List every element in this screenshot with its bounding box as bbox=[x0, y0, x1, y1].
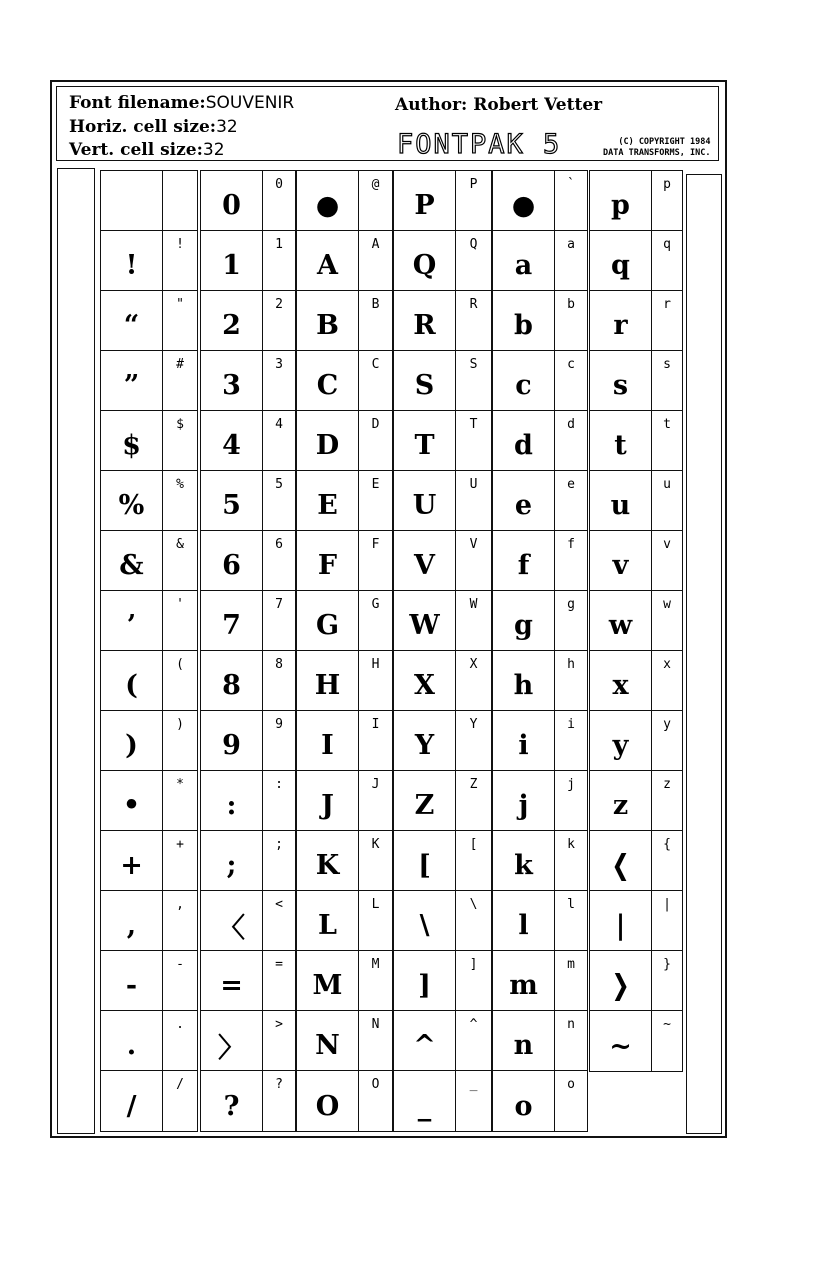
ascii-label: ) bbox=[163, 711, 197, 771]
ascii-label: P bbox=[456, 171, 491, 231]
vert-cell-value: 32 bbox=[202, 140, 225, 160]
ascii-label: 6 bbox=[263, 531, 295, 591]
glyph-cell: 8 bbox=[201, 651, 263, 711]
glyph-cell: G bbox=[297, 591, 359, 651]
ascii-label: ? bbox=[275, 1077, 283, 1092]
ascii-label: g bbox=[555, 591, 587, 651]
ascii-label: ` bbox=[555, 171, 587, 231]
ascii-label: @ bbox=[359, 171, 392, 231]
right-margin-bar bbox=[686, 174, 722, 1134]
ascii-label: < bbox=[263, 891, 295, 951]
glyph-cell: f bbox=[493, 531, 555, 591]
glyph-cell: s bbox=[590, 351, 652, 411]
ascii-label: Q bbox=[456, 231, 491, 291]
ascii-label: n bbox=[555, 1011, 587, 1071]
ascii-label: w bbox=[652, 591, 682, 651]
glyph-cell: ❭ bbox=[590, 951, 652, 1011]
ascii-label: _ bbox=[469, 1077, 478, 1092]
ascii-label: Z bbox=[456, 771, 491, 831]
ascii-label: r bbox=[652, 291, 682, 351]
ascii-label: s bbox=[652, 351, 682, 411]
ascii-label: u bbox=[652, 471, 682, 531]
glyph-cell: d bbox=[493, 411, 555, 471]
ascii-label: , bbox=[163, 891, 197, 951]
ascii-label: U bbox=[456, 471, 491, 531]
ascii-label: O bbox=[371, 1077, 380, 1092]
glyph-cell: t bbox=[590, 411, 652, 471]
ascii-label: 3 bbox=[263, 351, 295, 411]
glyph-cell: E bbox=[297, 471, 359, 531]
ascii-label: a bbox=[555, 231, 587, 291]
glyph-cell: g bbox=[493, 591, 555, 651]
glyph-cell: • bbox=[101, 771, 163, 831]
glyph-cell: R bbox=[394, 291, 456, 351]
ascii-label: f bbox=[555, 531, 587, 591]
glyph-cell: \ bbox=[394, 891, 456, 951]
glyph-cell: q bbox=[590, 231, 652, 291]
glyph-cell: M bbox=[297, 951, 359, 1011]
ascii-label: V bbox=[456, 531, 491, 591]
ascii-label: c bbox=[555, 351, 587, 411]
ascii-label: & bbox=[163, 531, 197, 591]
horiz-cell-value: 32 bbox=[216, 117, 238, 137]
font-filename-value: SOUVENIR bbox=[205, 93, 295, 113]
glyph-cell: ? bbox=[201, 1071, 263, 1131]
glyph-cell: % bbox=[101, 471, 163, 531]
ascii-label: S bbox=[456, 351, 491, 411]
glyph-cell: Y bbox=[394, 711, 456, 771]
ascii-label: N bbox=[359, 1011, 392, 1071]
ascii-label: D bbox=[359, 411, 392, 471]
ascii-label: : bbox=[263, 771, 295, 831]
ascii-label: 0 bbox=[263, 171, 295, 231]
glyph-cell: / bbox=[101, 1071, 163, 1131]
glyph-cell: W bbox=[394, 591, 456, 651]
glyph-cell: j bbox=[493, 771, 555, 831]
glyph-cell: 6 bbox=[201, 531, 263, 591]
char-column-2 bbox=[296, 170, 393, 1132]
author-label: Author: bbox=[395, 95, 468, 115]
copyright-line-2: DATA TRANSFORMS, INC. bbox=[603, 148, 711, 158]
char-column-4 bbox=[492, 170, 588, 1132]
glyph-cell: ; bbox=[201, 831, 263, 891]
glyph-cell: ● bbox=[297, 171, 359, 231]
glyph-cell: 9 bbox=[201, 711, 263, 771]
char-column-3 bbox=[393, 170, 492, 1132]
author-line bbox=[395, 95, 602, 115]
glyph-cell: 7 bbox=[201, 591, 263, 651]
glyph-cell: “ bbox=[101, 291, 163, 351]
glyph-cell: T bbox=[394, 411, 456, 471]
ascii-label: Y bbox=[456, 711, 491, 771]
glyph-cell: J bbox=[297, 771, 359, 831]
ascii-label: e bbox=[555, 471, 587, 531]
glyph-cell: 〉 bbox=[201, 1011, 263, 1071]
ascii-label: W bbox=[456, 591, 491, 651]
ascii-label: h bbox=[555, 651, 587, 711]
horiz-cell-label: Horiz. cell size: bbox=[69, 117, 217, 137]
glyph-cell: p bbox=[590, 171, 652, 231]
glyph-cell: O bbox=[297, 1071, 359, 1131]
ascii-label bbox=[163, 171, 197, 231]
ascii-label: i bbox=[555, 711, 587, 771]
ascii-label: \ bbox=[456, 891, 491, 951]
ascii-label: ( bbox=[163, 651, 197, 711]
ascii-label: ] bbox=[456, 951, 491, 1011]
ascii-label: 5 bbox=[263, 471, 295, 531]
glyph-cell: w bbox=[590, 591, 652, 651]
glyph-cell: 0 bbox=[201, 171, 263, 231]
ascii-label: J bbox=[359, 771, 392, 831]
ascii-label: 2 bbox=[263, 291, 295, 351]
glyph-cell: ” bbox=[101, 351, 163, 411]
ascii-label: } bbox=[652, 951, 682, 1011]
ascii-label: d bbox=[555, 411, 587, 471]
glyph-cell: a bbox=[493, 231, 555, 291]
ascii-label: k bbox=[555, 831, 587, 891]
ascii-label: l bbox=[555, 891, 587, 951]
glyph-cell: ! bbox=[101, 231, 163, 291]
ascii-label: I bbox=[359, 711, 392, 771]
ascii-label: C bbox=[359, 351, 392, 411]
glyph-cell: r bbox=[590, 291, 652, 351]
glyph-cell: , bbox=[101, 891, 163, 951]
glyph-cell bbox=[101, 171, 163, 231]
glyph-cell: L bbox=[297, 891, 359, 951]
glyph-cell: n bbox=[493, 1011, 555, 1071]
glyph-cell: m bbox=[493, 951, 555, 1011]
fontpak-logo: FONTPAK 5 bbox=[397, 129, 562, 160]
ascii-label: ^ bbox=[456, 1011, 491, 1071]
ascii-label: x bbox=[652, 651, 682, 711]
ascii-label: . bbox=[163, 1011, 197, 1071]
font-filename-label: Font filename: bbox=[69, 93, 206, 113]
glyph-cell: ( bbox=[101, 651, 163, 711]
glyph-cell: k bbox=[493, 831, 555, 891]
vert-cell-line bbox=[69, 140, 225, 160]
glyph-cell: 1 bbox=[201, 231, 263, 291]
glyph-cell: + bbox=[101, 831, 163, 891]
ascii-label: X bbox=[456, 651, 491, 711]
ascii-label: y bbox=[652, 711, 682, 771]
ascii-label: ' bbox=[163, 591, 197, 651]
glyph-cell: ^ bbox=[394, 1011, 456, 1071]
left-margin-bar bbox=[57, 168, 95, 1134]
glyph-cell: S bbox=[394, 351, 456, 411]
glyph-cell: X bbox=[394, 651, 456, 711]
ascii-label: 7 bbox=[263, 591, 295, 651]
ascii-label: v bbox=[652, 531, 682, 591]
glyph-cell: Q bbox=[394, 231, 456, 291]
glyph-cell: H bbox=[297, 651, 359, 711]
glyph-cell: K bbox=[297, 831, 359, 891]
ascii-label: ~ bbox=[663, 1017, 671, 1032]
glyph-cell: ❬ bbox=[590, 831, 652, 891]
ascii-label: m bbox=[555, 951, 587, 1011]
ascii-label: A bbox=[359, 231, 392, 291]
ascii-label: [ bbox=[456, 831, 491, 891]
font-info-header bbox=[56, 86, 719, 161]
glyph-cell: | bbox=[590, 891, 652, 951]
copyright-line-1: (C) COPYRIGHT 1984 bbox=[618, 137, 711, 147]
glyph-cell: 3 bbox=[201, 351, 263, 411]
char-column-0 bbox=[100, 170, 198, 1132]
ascii-label: + bbox=[163, 831, 197, 891]
glyph-cell: I bbox=[297, 711, 359, 771]
glyph-cell: C bbox=[297, 351, 359, 411]
copyright-notice bbox=[603, 137, 710, 159]
glyph-cell: _ bbox=[394, 1071, 456, 1131]
glyph-cell: D bbox=[297, 411, 359, 471]
glyph-cell: z bbox=[590, 771, 652, 831]
ascii-label: - bbox=[163, 951, 197, 1011]
ascii-label: 1 bbox=[263, 231, 295, 291]
glyph-cell: x bbox=[590, 651, 652, 711]
glyph-cell: 5 bbox=[201, 471, 263, 531]
glyph-cell: u bbox=[590, 471, 652, 531]
glyph-cell: P bbox=[394, 171, 456, 231]
glyph-cell: N bbox=[297, 1011, 359, 1071]
glyph-cell: V bbox=[394, 531, 456, 591]
char-column-5 bbox=[589, 170, 683, 1072]
ascii-label: 8 bbox=[263, 651, 295, 711]
glyph-cell: B bbox=[297, 291, 359, 351]
ascii-label: { bbox=[652, 831, 682, 891]
horiz-cell-line bbox=[69, 117, 238, 137]
glyph-cell: F bbox=[297, 531, 359, 591]
glyph-cell: Z bbox=[394, 771, 456, 831]
glyph-cell: ’ bbox=[101, 591, 163, 651]
glyph-cell: ] bbox=[394, 951, 456, 1011]
ascii-label: j bbox=[555, 771, 587, 831]
glyph-cell: : bbox=[201, 771, 263, 831]
ascii-label: 9 bbox=[263, 711, 295, 771]
glyph-cell: ~ bbox=[590, 1011, 652, 1071]
ascii-label: = bbox=[263, 951, 295, 1011]
glyph-cell: o bbox=[493, 1071, 555, 1131]
glyph-cell: l bbox=[493, 891, 555, 951]
ascii-label: q bbox=[652, 231, 682, 291]
glyph-cell: = bbox=[201, 951, 263, 1011]
ascii-label: 4 bbox=[263, 411, 295, 471]
glyph-cell: c bbox=[493, 351, 555, 411]
glyph-cell: 2 bbox=[201, 291, 263, 351]
glyph-cell: - bbox=[101, 951, 163, 1011]
glyph-cell: b bbox=[493, 291, 555, 351]
ascii-label: $ bbox=[163, 411, 197, 471]
glyph-cell: ) bbox=[101, 711, 163, 771]
ascii-label: o bbox=[567, 1077, 575, 1092]
glyph-cell: U bbox=[394, 471, 456, 531]
ascii-label: ! bbox=[163, 231, 197, 291]
glyph-cell: 〈 bbox=[201, 891, 263, 951]
ascii-label: L bbox=[359, 891, 392, 951]
ascii-label: b bbox=[555, 291, 587, 351]
ascii-label: % bbox=[163, 471, 197, 531]
glyph-cell: . bbox=[101, 1011, 163, 1071]
glyph-cell: A bbox=[297, 231, 359, 291]
ascii-label: # bbox=[163, 351, 197, 411]
glyph-cell: & bbox=[101, 531, 163, 591]
font-filename-line bbox=[69, 93, 294, 113]
ascii-label: * bbox=[163, 771, 197, 831]
author-value: Robert Vetter bbox=[473, 95, 603, 115]
ascii-label: / bbox=[176, 1077, 184, 1092]
ascii-label: | bbox=[652, 891, 682, 951]
glyph-cell: ● bbox=[493, 171, 555, 231]
ascii-label: z bbox=[652, 771, 682, 831]
ascii-label: p bbox=[652, 171, 682, 231]
glyph-cell: i bbox=[493, 711, 555, 771]
ascii-label: F bbox=[359, 531, 392, 591]
glyph-cell: v bbox=[590, 531, 652, 591]
ascii-label: t bbox=[652, 411, 682, 471]
glyph-cell: 4 bbox=[201, 411, 263, 471]
glyph-cell: [ bbox=[394, 831, 456, 891]
ascii-label: G bbox=[359, 591, 392, 651]
glyph-cell: $ bbox=[101, 411, 163, 471]
ascii-label: M bbox=[359, 951, 392, 1011]
glyph-cell: e bbox=[493, 471, 555, 531]
ascii-label: > bbox=[263, 1011, 295, 1071]
ascii-label: T bbox=[456, 411, 491, 471]
vert-cell-label: Vert. cell size: bbox=[69, 140, 203, 160]
char-column-1 bbox=[200, 170, 296, 1132]
ascii-label: K bbox=[359, 831, 392, 891]
ascii-label: ; bbox=[263, 831, 295, 891]
glyph-cell: y bbox=[590, 711, 652, 771]
ascii-label: " bbox=[163, 291, 197, 351]
ascii-label: R bbox=[456, 291, 491, 351]
ascii-label: B bbox=[359, 291, 392, 351]
ascii-label: H bbox=[359, 651, 392, 711]
ascii-label: E bbox=[359, 471, 392, 531]
glyph-cell: h bbox=[493, 651, 555, 711]
